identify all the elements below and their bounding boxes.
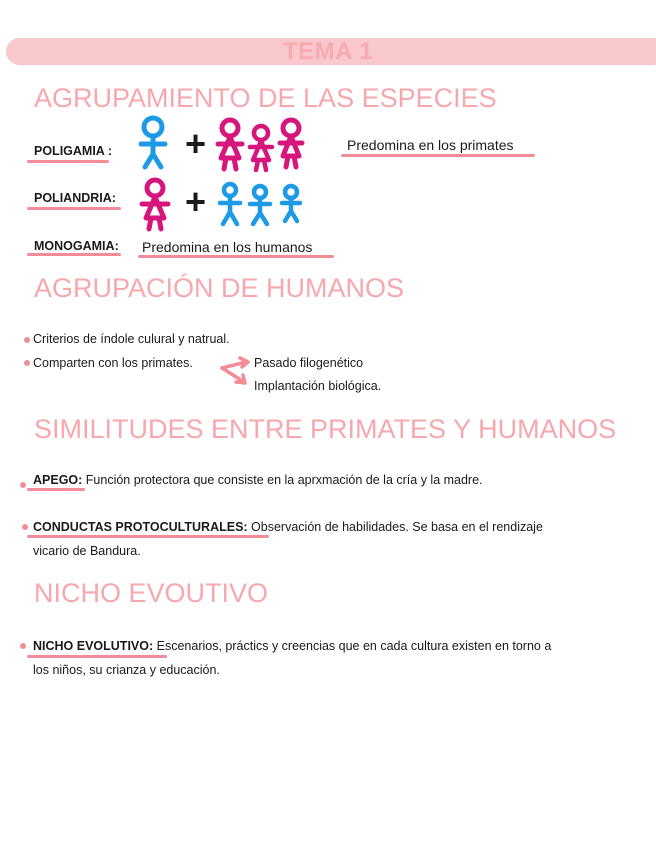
branch-pasado: Pasado filogenético <box>254 356 364 370</box>
underline-note-poligamia <box>341 154 535 157</box>
underline-apego <box>27 488 85 491</box>
underline-nicho <box>27 655 167 658</box>
male-figure-icon <box>280 184 304 224</box>
bullet-criterios: Criterios de índole culural y natrual. <box>33 332 230 346</box>
conductas-item <box>33 519 543 535</box>
nicho-text: Escenarios, práctics y creencias que en cada cultura existen en torno a <box>153 639 552 653</box>
heading-agrupamiento: AGRUPAMIENTO DE LAS ESPECIES <box>34 83 497 113</box>
underline-monogamia <box>27 253 121 256</box>
heading-nicho: NICHO EVOUTIVO <box>34 578 269 608</box>
conductas-text: Observación de habilidades. Se basa en el rendizaje <box>247 520 543 534</box>
underline-poliandria <box>27 207 121 210</box>
plus-icon: + <box>185 181 207 222</box>
bullet-dot-icon <box>22 524 28 530</box>
label-poliandria: POLIANDRIA: <box>34 191 116 205</box>
apego-text: Función protectora que consiste en la aprxmación de la cría y la madre. <box>82 473 483 487</box>
arrow-icon <box>218 356 258 392</box>
bullet-dot-icon <box>20 643 26 649</box>
female-figure-icon <box>278 118 308 170</box>
conductas-text-line2: vicario de Bandura. <box>33 544 141 558</box>
bullet-dot-icon <box>24 337 30 343</box>
female-figure-icon <box>249 124 277 172</box>
male-figure-icon <box>138 116 172 170</box>
nicho-label: NICHO EVOLUTIVO: <box>33 639 154 653</box>
male-figure-icon <box>248 184 274 226</box>
note-monogamia: Predomina en los humanos <box>142 239 313 255</box>
underline-conductas <box>27 535 269 538</box>
apego-label: APEGO: <box>33 473 83 487</box>
female-figure-icon <box>216 118 248 172</box>
apego-item <box>33 472 483 488</box>
note-poligamia: Predomina en los primates <box>347 137 514 153</box>
label-monogamia: MONOGAMIA: <box>34 239 119 253</box>
branch-implantacion: Implantación biológica. <box>254 379 382 393</box>
conductas-label: CONDUCTAS PROTOCULTURALES: <box>33 520 248 534</box>
nicho-text-line2: los niños, su crianza y educación. <box>33 663 220 677</box>
page-title: TEMA 1 <box>282 38 374 65</box>
bullet-dot-icon <box>20 482 26 488</box>
male-figure-icon <box>218 182 244 226</box>
underline-note-monogamia <box>138 255 334 258</box>
label-poligamia: POLIGAMIA : <box>34 144 113 158</box>
female-figure-icon <box>140 178 174 232</box>
plus-icon: + <box>185 123 207 164</box>
bullet-comparten: Comparten con los primates. <box>33 356 193 370</box>
underline-poligamia <box>27 160 109 163</box>
nicho-item <box>33 638 551 654</box>
heading-agrupacion-humanos: AGRUPACIÓN DE HUMANOS <box>34 273 405 303</box>
heading-similitudes: SIMILITUDES ENTRE PRIMATES Y HUMANOS <box>34 414 617 444</box>
bullet-dot-icon <box>24 360 30 366</box>
